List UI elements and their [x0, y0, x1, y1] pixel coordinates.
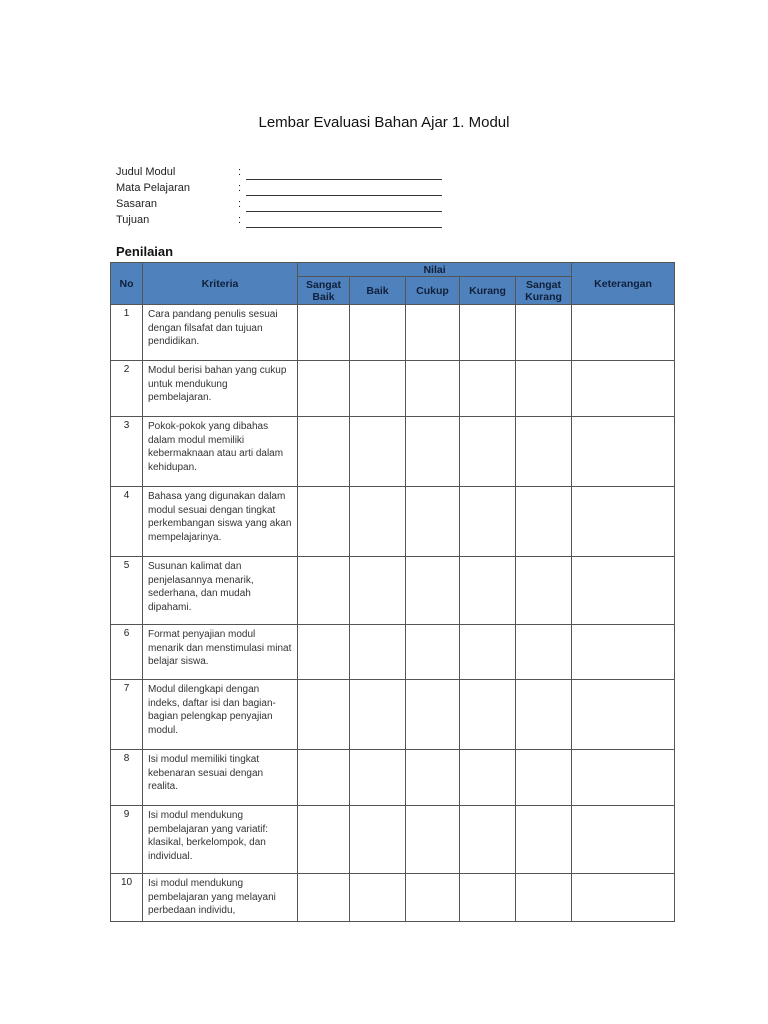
row-number: 5: [111, 557, 143, 625]
row-number: 7: [111, 680, 143, 750]
cell-kurang[interactable]: [460, 680, 516, 750]
cell-baik[interactable]: [350, 625, 406, 680]
field-blank-line: [246, 201, 442, 212]
row-number: 10: [111, 874, 143, 922]
cell-kurang[interactable]: [460, 361, 516, 417]
cell-keterangan[interactable]: [572, 361, 675, 417]
field-colon: :: [238, 214, 242, 226]
field-label: Sasaran: [116, 198, 157, 210]
cell-sangat-kurang[interactable]: [516, 487, 572, 557]
cell-baik[interactable]: [350, 417, 406, 487]
cell-keterangan[interactable]: [572, 806, 675, 874]
cell-sangat-baik[interactable]: [298, 305, 350, 361]
cell-cukup[interactable]: [406, 625, 460, 680]
header-keterangan: Keterangan: [572, 263, 675, 305]
cell-baik[interactable]: [350, 750, 406, 806]
field-blank-line: [246, 217, 442, 228]
document-title: Lembar Evaluasi Bahan Ajar 1. Modul: [258, 114, 510, 131]
cell-kurang[interactable]: [460, 417, 516, 487]
cell-kurang[interactable]: [460, 487, 516, 557]
table-row: [111, 361, 675, 417]
header-sangat-kurang: Sangat Kurang: [516, 277, 572, 305]
table-row: [111, 557, 675, 625]
row-number: 4: [111, 487, 143, 557]
cell-sangat-kurang[interactable]: [516, 806, 572, 874]
field-blank-line: [246, 169, 442, 180]
field-colon: :: [238, 182, 242, 194]
cell-cukup[interactable]: [406, 361, 460, 417]
row-criteria: Isi modul memiliki tingkat kebenaran sesuai dengan realita.: [143, 750, 298, 806]
cell-sangat-baik[interactable]: [298, 361, 350, 417]
cell-cukup[interactable]: [406, 806, 460, 874]
field-colon: :: [238, 198, 242, 210]
cell-kurang[interactable]: [460, 874, 516, 922]
section-title: Penilaian: [116, 244, 174, 259]
cell-sangat-kurang[interactable]: [516, 361, 572, 417]
row-criteria: Bahasa yang digunakan dalam modul sesuai dengan tingkat perkembangan siswa yang akan mempelajarinya.: [143, 487, 298, 557]
cell-sangat-baik[interactable]: [298, 874, 350, 922]
cell-cukup[interactable]: [406, 680, 460, 750]
cell-sangat-baik[interactable]: [298, 806, 350, 874]
cell-cukup[interactable]: [406, 305, 460, 361]
cell-sangat-kurang[interactable]: [516, 750, 572, 806]
cell-sangat-kurang[interactable]: [516, 625, 572, 680]
cell-keterangan[interactable]: [572, 750, 675, 806]
table-row: [111, 487, 675, 557]
cell-keterangan[interactable]: [572, 417, 675, 487]
cell-sangat-kurang[interactable]: [516, 557, 572, 625]
cell-baik[interactable]: [350, 806, 406, 874]
cell-sangat-baik[interactable]: [298, 557, 350, 625]
field-label: Judul Modul: [116, 166, 176, 178]
cell-kurang[interactable]: [460, 557, 516, 625]
cell-sangat-baik[interactable]: [298, 625, 350, 680]
cell-baik[interactable]: [350, 557, 406, 625]
header-kurang: Kurang: [460, 277, 516, 305]
field-blank-line: [246, 185, 442, 196]
cell-keterangan[interactable]: [572, 487, 675, 557]
cell-kurang[interactable]: [460, 806, 516, 874]
cell-baik[interactable]: [350, 487, 406, 557]
module-info-fields: [116, 164, 442, 228]
row-criteria: Format penyajian modul menarik dan menstimulasi minat belajar siswa.: [143, 625, 298, 680]
field-tujuan: [116, 212, 442, 228]
cell-cukup[interactable]: [406, 487, 460, 557]
evaluation-table: [110, 262, 675, 922]
row-criteria: Isi modul mendukung pembelajaran yang variatif: klasikal, berkelompok, dan individual.: [143, 806, 298, 874]
field-label: Tujuan: [116, 214, 150, 226]
cell-keterangan[interactable]: [572, 625, 675, 680]
cell-sangat-kurang[interactable]: [516, 417, 572, 487]
row-number: 9: [111, 806, 143, 874]
row-number: 3: [111, 417, 143, 487]
cell-kurang[interactable]: [460, 750, 516, 806]
row-criteria: Modul dilengkapi dengan indeks, daftar isi dan bagian-bagian pelengkap penyajian modul.: [143, 680, 298, 750]
cell-baik[interactable]: [350, 874, 406, 922]
row-criteria: Isi modul mendukung pembelajaran yang melayani perbedaan individu,: [143, 874, 298, 922]
table-row: [111, 874, 675, 922]
cell-cukup[interactable]: [406, 874, 460, 922]
field-judul-modul: [116, 164, 442, 180]
cell-sangat-kurang[interactable]: [516, 874, 572, 922]
row-criteria: Susunan kalimat dan penjelasannya menarik, sederhana, dan mudah dipahami.: [143, 557, 298, 625]
field-colon: :: [238, 166, 242, 178]
row-number: 1: [111, 305, 143, 361]
cell-cukup[interactable]: [406, 557, 460, 625]
cell-baik[interactable]: [350, 361, 406, 417]
table-row: [111, 750, 675, 806]
cell-sangat-kurang[interactable]: [516, 680, 572, 750]
row-criteria: Modul berisi bahan yang cukup untuk mendukung pembelajaran.: [143, 361, 298, 417]
header-cukup: Cukup: [406, 277, 460, 305]
field-sasaran: [116, 196, 442, 212]
cell-kurang[interactable]: [460, 305, 516, 361]
field-label: Mata Pelajaran: [116, 182, 190, 194]
table-row: [111, 417, 675, 487]
header-baik: Baik: [350, 277, 406, 305]
cell-keterangan[interactable]: [572, 557, 675, 625]
row-criteria: Cara pandang penulis sesuai dengan filsafat dan tujuan pendidikan.: [143, 305, 298, 361]
table-row: [111, 806, 675, 874]
table-row: [111, 305, 675, 361]
table-row: [111, 680, 675, 750]
row-number: 2: [111, 361, 143, 417]
row-criteria: Pokok-pokok yang dibahas dalam modul memiliki kebermaknaan atau arti dalam kehidupan.: [143, 417, 298, 487]
table-row: [111, 625, 675, 680]
cell-sangat-baik[interactable]: [298, 417, 350, 487]
header-sangat-baik: Sangat Baik: [298, 277, 350, 305]
row-number: 6: [111, 625, 143, 680]
cell-cukup[interactable]: [406, 417, 460, 487]
cell-sangat-kurang[interactable]: [516, 305, 572, 361]
cell-kurang[interactable]: [460, 625, 516, 680]
cell-cukup[interactable]: [406, 750, 460, 806]
cell-sangat-baik[interactable]: [298, 487, 350, 557]
header-kriteria: Kriteria: [143, 263, 298, 305]
cell-sangat-baik[interactable]: [298, 750, 350, 806]
row-number: 8: [111, 750, 143, 806]
field-mata-pelajaran: [116, 180, 442, 196]
cell-baik[interactable]: [350, 680, 406, 750]
cell-keterangan[interactable]: [572, 305, 675, 361]
cell-baik[interactable]: [350, 305, 406, 361]
cell-keterangan[interactable]: [572, 680, 675, 750]
header-no: No: [111, 263, 143, 305]
header-nilai: Nilai: [298, 263, 572, 277]
cell-sangat-baik[interactable]: [298, 680, 350, 750]
cell-keterangan[interactable]: [572, 874, 675, 922]
